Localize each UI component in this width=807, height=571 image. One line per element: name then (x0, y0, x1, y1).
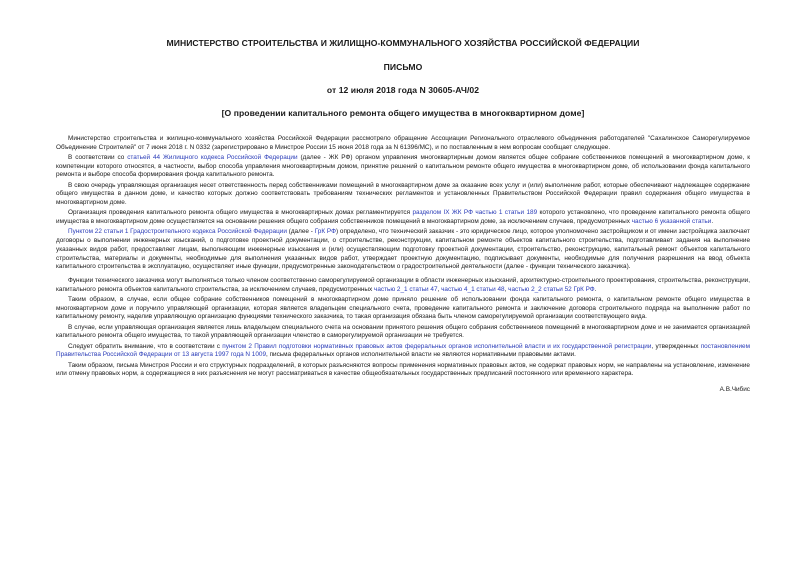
legal-reference-link[interactable]: частью 1 статьи 189 (475, 209, 538, 217)
body-paragraph (56, 135, 750, 152)
paragraph-text: , (504, 285, 509, 293)
legal-reference-link[interactable]: частью 4_1 статьи 48 (441, 285, 505, 293)
body-paragraph (56, 362, 750, 379)
body-paragraph (56, 209, 750, 226)
paragraph-text: В соответствии со (68, 154, 128, 161)
document-type: ПИСЬМО (383, 62, 423, 72)
paragraph-text: , письма федеральных органов исполнительной власти не являются нормативными правовыми актами. (266, 351, 576, 359)
paragraph-text: ) определено, что технический заказчик - это юридическое лицо, которое уполномочено застройщиком и от имени застройщика заключает договоры о выполнении инженерных изысканий, о подготовке проектной документации, о строительстве, реконструкции, капитальном ремонте объектов капитального строительства, подготавливает задания на выполнение указанных видов работ, предоставляет лицам, выполняющим инженерные изыскания и (или) осуществляющим подготовку проектной документации, строительство, реконструкцию, капитальный ремонт объектов капитального строительства, материалы и документы, необходимые для выполнения указанных видов работ, утверждает проектную документацию, подписывает документы, необходимые для получения разрешения на ввод объекта капитального строительства в эксплуатацию, осуществляет иные функции, предусмотренные законодательством о градостроительной деятельности (далее - функции технического заказчика). (56, 228, 750, 271)
body-paragraph (56, 182, 750, 208)
issuing-ministry: МИНИСТЕРСТВО СТРОИТЕЛЬСТВА И ЖИЛИЩНО-КОММУНАЛЬНОГО ХОЗЯЙСТВА РОССИЙСКОЙ ФЕДЕРАЦИИ (166, 38, 640, 48)
legal-reference-link[interactable]: частью 2_2 статьи 52 ГрК РФ (508, 285, 595, 293)
paragraph-text: (далее - (286, 228, 315, 236)
document-date-number: от 12 июля 2018 года N 30605-АЧ/02 (326, 85, 480, 95)
legal-reference-link[interactable]: разделом IX ЖК РФ (412, 209, 473, 217)
paragraph-text: , (437, 285, 442, 293)
legal-reference-link[interactable]: частью 2_1 статьи 47 (373, 285, 438, 293)
paragraph-text: Таким образом, в случае, если общее собрание собственников помещений в многоквартирном доме приняло решение об использовании фонда капитального ремонта, о капитальном ремонте общего имущества в многоквартирном доме и поручило управляющей организации, которая является владельцем специального счета, проведение капитального ремонта и заключение договора строительного подряда на выполнение работ по капитальному ремонту, наделив управляющую организацию функциями технического заказчика, то такая организация обязана быть членом саморегулируемой организации соответствующего вида. (56, 295, 750, 321)
document-subject: [О проведении капитального ремонта общего имущества в многоквартирном доме] (221, 108, 585, 118)
paragraph-text: В случае, если управляющая организация является лишь владельцем специального счета на основании принятого решения общего собрания собственников помещений в многоквартирном доме и не занимается организацией капитального ремонта общего имущества, то такой управляющей организации членство в саморегулируемой организации не требуется. (56, 323, 750, 340)
body-paragraph (56, 296, 750, 322)
paragraph-text: Следует обратить внимание, что в соответствии с (68, 342, 223, 350)
body-paragraph (56, 228, 750, 272)
paragraph-text: . (594, 285, 597, 293)
paragraph-text: Таким образом, письма Минстроя России и его структурных подразделений, в которых разъясняются вопросы применения нормативных правовых актов, не содержат правовых норм, не направлены на установление, изменение или отмену правовых норм, а содержащиеся в них разъяснения не могут рассматриваться в качестве общеобязательных государственных предписаний постоянного или временного характера. (56, 361, 750, 378)
paragraph-text: Министерство строительства и жилищно-коммунального хозяйства Российской Федерации рассмотрело обращение Ассоциации Регионального отраслевого объединения работодателей "Сахалинское Саморегулируемое Объединение Строителей" от 7 июня 2018 г. N 0332 (зарегистрировано в Минстрое России 15 июня 2018 года за N 61396/МС), и по поставленным в нем вопросам сообщает следующее. (56, 135, 750, 151)
document-body (56, 135, 750, 379)
body-paragraph (56, 277, 750, 294)
paragraph-text: которого установлено, что проведение капитального ремонта общего имущества в многоквартирном доме осуществляется на основании решения общего собрания собственников помещений в многоквартирном доме, за исключением случаев, предусмотренных (56, 209, 751, 226)
paragraph-text: В свою очередь управляющая организация несет ответственность перед собственниками помещений в многоквартирном доме за оказание всех услуг и (или) выполнение работ, которые обеспечивают надлежащее содержание общего имущества в данном доме, и качество которых должно соответствовать требованиям технических регламентов и установленных Правительством Российской Федерации правил содержания общего имущества в многоквартирном доме. (56, 181, 750, 207)
body-paragraph (56, 154, 750, 180)
body-paragraph (56, 324, 750, 341)
legal-reference-link[interactable]: ГрК РФ (314, 228, 336, 236)
paragraph-text: . (711, 218, 714, 226)
paragraph-text: Функции технического заказчика могут выполняться только членом соответственно саморегулируемой организации в области инженерных изысканий, архитектурно-строительного проектирования, строительства, реконструкции, капитального ремонта объектов капитального строительства, за исключением случаев, предусмотренных (56, 276, 750, 293)
legal-reference-link[interactable]: постановлением Правительства Российской Федерации от 13 августа 1997 года N 1009 (56, 342, 750, 359)
paragraph-text: , утвержденных (651, 342, 701, 350)
body-paragraph (56, 343, 750, 360)
paragraph-text: Организация проведения капитального ремонта общего имущества в многоквартирных домах регламентируется (68, 209, 413, 217)
legal-reference-link[interactable]: частью 6 указанной статьи (631, 218, 712, 226)
legal-reference-link[interactable]: пунктом 2 Правил подготовки нормативных правовых актов федеральных органов исполнительной власти и их государственной регистрации (222, 342, 652, 350)
signature: А.В.Чибис (719, 386, 750, 394)
paragraph-text: (далее - ЖК РФ) органом управления многоквартирным домом является общее собрание собственников помещений в многоквартирном доме, к компетенции которого относятся, в частности, выбор способа управления многоквартирным домом, принятие решений о капитальном ремонте общего имущества в многоквартирном доме, об использовании фонда капитального ремонта и выборе способа формирования фонда капитального ремонта. (56, 154, 750, 179)
legal-reference-link[interactable]: Пунктом 22 статьи 1 Градостроительного кодекса Российской Федерации (68, 228, 287, 236)
legal-reference-link[interactable]: статьей 44 Жилищного кодекса Российской Федерации (127, 154, 298, 161)
